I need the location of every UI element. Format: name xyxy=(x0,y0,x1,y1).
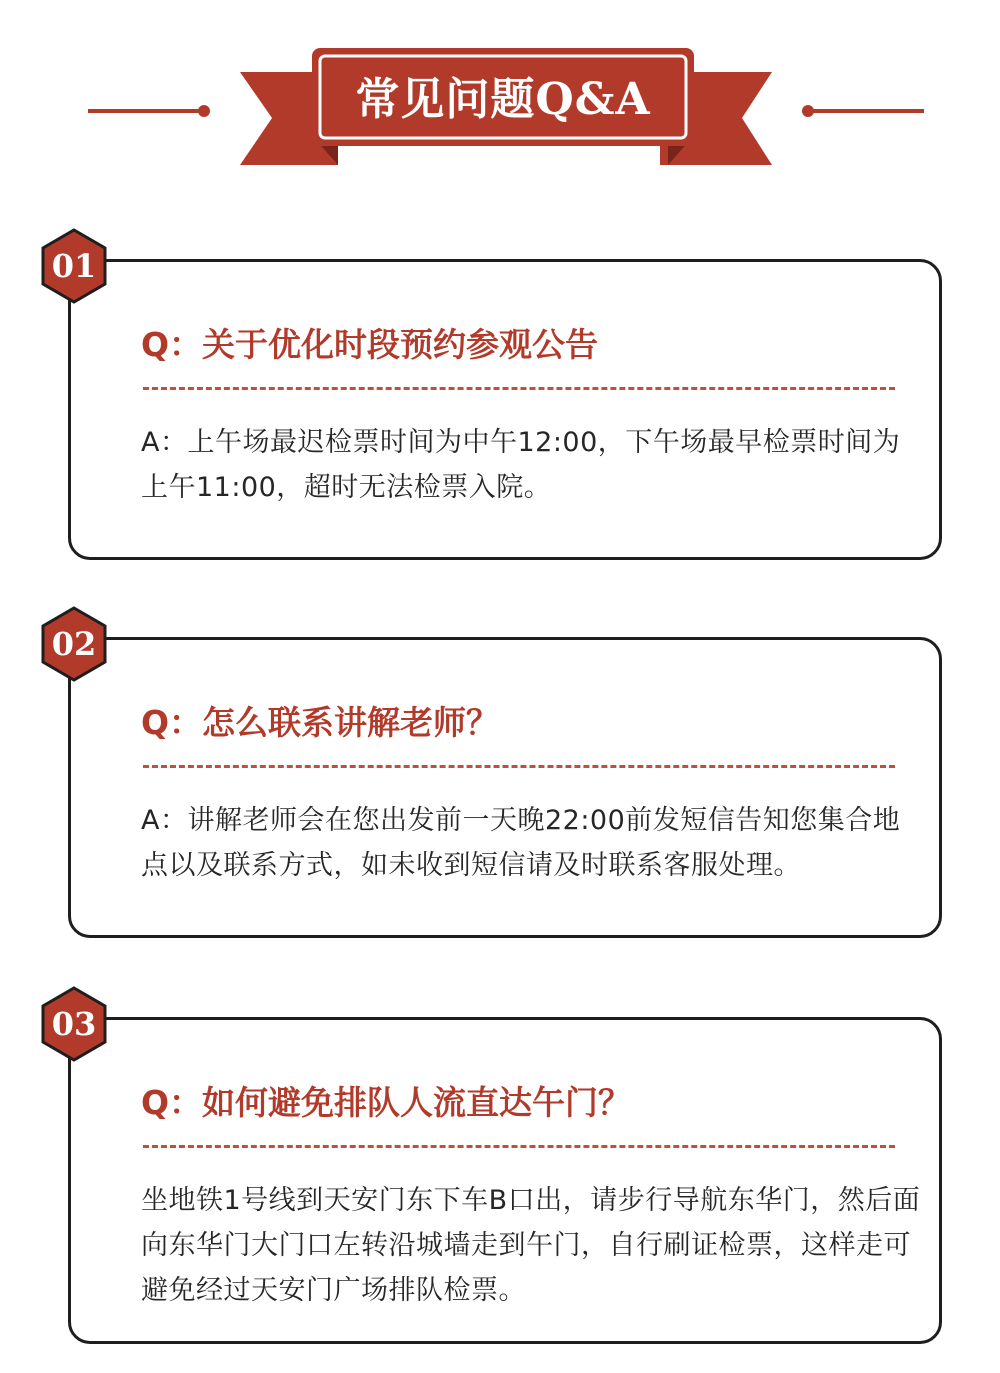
number-badge-3 xyxy=(41,986,107,1062)
faq-answer-3: 坐地铁1号线到天安门东下车B口出，请步行导航东华门，然后面向东华门大门口左转沿城墙走到午门，自行刷证检票，这样走可避免经过天安门广场排队检票。 xyxy=(141,1185,921,1306)
dashed-divider xyxy=(143,387,895,390)
faq-card-1 xyxy=(68,259,942,560)
dashed-divider xyxy=(143,765,895,768)
faq-answer-2: A：讲解老师会在您出发前一天晚22:00前发短信告知您集合地点以及联系方式，如未收到短信请及时联系客服处理。 xyxy=(141,805,901,881)
right-rule-dot xyxy=(802,105,814,117)
page-title: 常见问题Q&A xyxy=(355,74,651,125)
faq-question-2: Q：怎么联系讲解老师？ xyxy=(141,703,500,742)
faq-question-3: Q：如何避免排队人流直达午门？ xyxy=(141,1083,632,1122)
faq-answer-1: A：上午场最迟检票时间为中午12:00，下午场最早检票时间为上午11:00，超时无法检票入院。 xyxy=(141,427,901,503)
dashed-divider xyxy=(143,1145,895,1148)
badge-number-1: 01 xyxy=(51,247,97,285)
faq-card-2 xyxy=(68,637,942,938)
badge-number-3: 03 xyxy=(51,1005,97,1043)
number-badge-2 xyxy=(41,606,107,682)
faq-card-3 xyxy=(68,1017,942,1344)
faq-question-1: Q：关于优化时段预约参观公告 xyxy=(141,325,599,364)
number-badge-1 xyxy=(41,228,107,304)
left-rule-dot xyxy=(198,105,210,117)
badge-number-2: 02 xyxy=(51,625,97,663)
header-banner xyxy=(0,0,1000,190)
